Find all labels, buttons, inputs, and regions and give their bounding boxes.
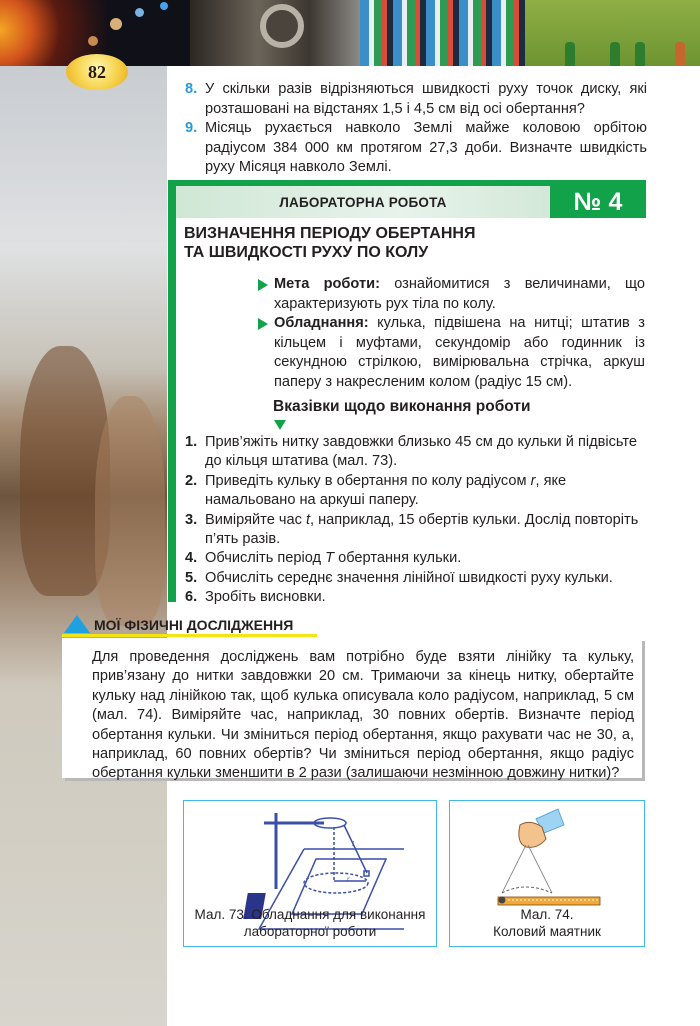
lab-title [184,224,544,262]
runner-icon [675,42,685,66]
clock-gears-image [190,0,360,66]
research-text: Для проведення досліджень вам потрібно буде взяти лінійку та кульку, прив’язану до нитки завдовжки 20 см. Тримаючи за кінець нитку, обертайте кульку над лінійкою так, щоб кулька описувала коло радіусом, наприклад, 5 см (мал. 74). Виміряйте час, наприклад, 30 повних обертів. Визначте період обертання кульки. Чи зміниться період обертання, якщо рахувати час не 30, а, наприклад, 60 повних обертів? Чи зміниться період обертання, якщо радіус обертання кульки зменшити в 2 рази (залишаючи незмінною довжину нитки)? [92,649,634,782]
side-decoration-image [0,66,167,1026]
research-text-box [62,638,642,782]
runner-icon [565,42,575,66]
figure-caption [450,907,644,940]
instruction-step [185,588,647,607]
lab-label: ЛАБОРАТОРНА РОБОТА [176,186,550,218]
step-text: Зробіть висновки. [205,589,326,606]
ball [499,897,506,904]
step-number: 2. [185,472,198,489]
step-text: , яке намальовано на аркуші паперу. [205,472,567,509]
step-text: , наприклад, 15 обертів кульки. Дослід повторіть п’ять разів. [205,511,639,548]
instruction-step [185,433,647,472]
lab-frame-left [168,180,176,602]
svg-text:r: r [347,875,350,883]
horse-icon [95,396,165,626]
bullet-label: Обладнання: [274,315,369,332]
problem-item [185,80,647,119]
lab-title-line: ВИЗНАЧЕННЯ ПЕРІОДУ ОБЕРТАННЯ [184,225,476,242]
bullet-label: Мета роботи: [274,276,380,292]
instruction-step [185,511,647,550]
lab-title-line: ТА ШВИДКОСТІ РУХУ ПО КОЛУ [184,244,429,261]
problems-list [185,80,647,178]
step-number: 3. [185,511,198,528]
lab-number-badge: № 4 [550,186,646,218]
figure-caption [184,907,436,940]
ruler [498,897,600,905]
bullet-text: ознайомитися з величинами, що характеризують рух тіла по колу. [274,276,645,312]
triangle-right-icon [258,318,268,330]
cyclists-image [360,0,525,66]
gear-icon [260,4,304,48]
research-title: МОЇ ФІЗИЧНІ ДОСЛІДЖЕННЯ [94,617,294,633]
lab-equipment-item [258,314,645,392]
instructions-list [185,433,647,608]
figure-74 [449,800,645,947]
planet-icon [135,8,144,17]
lab-goals-list [258,275,645,393]
caption-line: лабораторної роботи [243,923,377,939]
instruction-step [185,569,647,588]
research-underline [62,634,317,637]
figure-73 [183,800,437,947]
triangle-right-icon [258,279,268,291]
research-header [64,614,293,636]
problem-number: 9. [185,120,198,137]
step-number: 4. [185,550,198,567]
runners-image [525,0,700,66]
step-number: 5. [185,569,198,586]
caption-line: Мал. 73. Обладнання для виконання [194,907,426,922]
problem-text: Місяць рухається навколо Землі майже коловою орбітою радіусом 384 000 км протягом 27,3 доби. Визначте швидкість руху Місяця навколо Землі. [205,120,647,176]
triangle-up-icon [64,615,90,633]
instructions-heading: Вказівки щодо виконання роботи [273,398,531,415]
page-number: 82 [66,54,128,90]
step-text: обертання кульки. [334,550,462,567]
step-number: 1. [185,434,198,450]
lab-goal-item [258,275,645,314]
instruction-step [185,472,647,511]
caption-line: Коловий маятник [493,923,601,939]
step-text: Обчисліть середнє значення лінійної швидкості руху кульки. [205,569,613,586]
planet-icon [160,2,168,10]
variable-symbol: T [325,550,335,567]
variable-symbol: t [305,511,310,528]
planet-icon [110,18,122,30]
step-text: Обчисліть період [205,550,326,567]
planet-icon [88,36,98,46]
step-text: Приведіть кульку в обертання по колу радіусом [205,472,531,489]
instruction-step [185,549,647,568]
caption-line: Мал. 74. [520,907,574,922]
step-text: Виміряйте час [205,511,306,528]
step-text: Прив’яжіть нитку завдовжки близько 45 см до кульки й підвісьте до кільця штатива (мал. 73). [205,434,638,470]
step-number: 6. [185,589,198,606]
triangle-down-icon [274,420,286,430]
problem-item [185,119,647,178]
svg-text:l: l [352,840,354,848]
problem-text: У скільки разів відрізняються швидкості руху точок диску, які розташовані на відстанях 1,5 і 4,5 см від осі обертання? [205,81,647,117]
runner-icon [635,42,645,66]
problem-number: 8. [185,81,198,97]
runner-icon [610,42,620,66]
variable-symbol: r [530,472,536,489]
bullet-text: кулька, підвішена на нитці; штатив з кільцем і муфтами, секундомір або годинник із секундною стрілкою, вимірювальна стрічка, аркуш паперу з накресленим колом (радіус 15 см). [274,315,645,390]
